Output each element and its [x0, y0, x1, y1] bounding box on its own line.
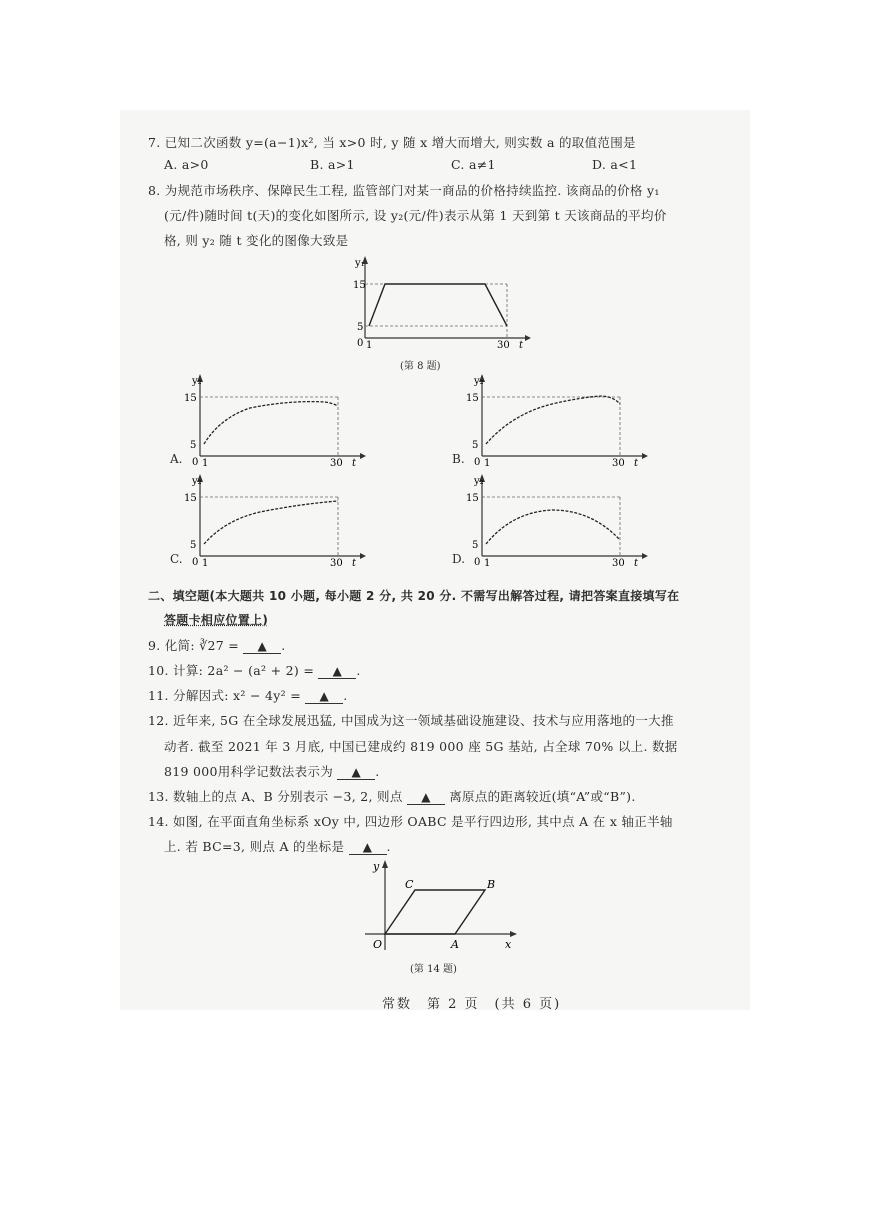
- page-footer: 常数 第 2 页 (共 6 页): [382, 997, 562, 1012]
- q14-line2-prefix: 上. 若 BC=3, 则点 A 的坐标是: [164, 839, 345, 854]
- q8-main-xtick-1: 1: [366, 340, 373, 350]
- option-x-label: t: [352, 458, 357, 468]
- option-xtick-1: 1: [484, 458, 491, 468]
- option-xtick-30: 30: [612, 558, 625, 568]
- q12-answer-blank[interactable]: [337, 764, 375, 780]
- blank-marker: ▲: [319, 689, 330, 703]
- option-origin: 0: [474, 457, 481, 468]
- blank-marker: ▲: [421, 790, 431, 804]
- option-ytick-5: 5: [190, 440, 197, 451]
- blank-marker: ▲: [351, 765, 362, 779]
- q8-stem-line1: 8. 为规范市场秩序、保障民生工程, 监管部门对某一商品的价格持续监控. 该商品的价格 y₁: [148, 183, 660, 198]
- q8-main-y-label: y₁: [355, 258, 365, 269]
- q14-line2-suffix: .: [386, 839, 391, 854]
- q9-prefix: 9. 化简: ∛27 =: [148, 638, 240, 653]
- option-y-label: y₂: [192, 376, 202, 387]
- q8-figure-caption: (第 8 题): [400, 361, 441, 372]
- option-xtick-30: 30: [330, 458, 343, 468]
- blank-marker: ▲: [362, 840, 373, 854]
- section2-title-line1: 二、填空题(本大题共 10 小题, 每小题 2 分, 共 20 分. 不需写出解答过程, 请把答案直接填写在: [148, 589, 680, 603]
- option-xtick-30: 30: [330, 558, 343, 568]
- q10-prefix: 10. 计算: 2a² − (a² + 2) =: [148, 663, 315, 678]
- q12-line3-prefix: 819 000用科学记数法表示为: [164, 764, 333, 779]
- q7-option-c: C. a≠1: [451, 157, 496, 172]
- blank-marker: ▲: [332, 664, 343, 678]
- q12-line1: 12. 近年来, 5G 在全球发展迅猛, 中国成为这一领域基础设施建设、技术与应用落地的一大推: [148, 713, 674, 728]
- q8-stem-line3: 格, 则 y₂ 随 t 变化的图像大致是: [164, 233, 349, 248]
- q10-suffix: .: [356, 663, 361, 678]
- blank-marker: ▲: [257, 639, 268, 653]
- q14-point-a-label: A: [451, 938, 459, 951]
- option-ytick-5: 5: [190, 540, 197, 551]
- q12-line3-suffix: .: [375, 764, 380, 779]
- q11-answer-blank[interactable]: [305, 688, 343, 704]
- q8-option-a-graph: [180, 368, 380, 468]
- option-y-label: y₂: [192, 476, 202, 487]
- q9: [148, 636, 286, 654]
- option-ytick-15: 15: [184, 393, 197, 404]
- q13-suffix: 离原点的距离较近(填“A”或“B”).: [449, 789, 636, 804]
- q14-point-o-label: O: [373, 938, 383, 951]
- q14-line1: 14. 如图, 在平面直角坐标系 xOy 中, 四边形 OABC 是平行四边形, 其中点 A 在 x 轴正半轴: [148, 814, 673, 829]
- q8-option-d-graph: [462, 468, 662, 568]
- q8-main-ytick-5: 5: [357, 322, 364, 333]
- option-origin: 0: [192, 457, 199, 468]
- q13: [148, 787, 636, 805]
- q8-main-origin: 0: [357, 338, 364, 349]
- q7-option-a: A. a>0: [164, 157, 209, 172]
- option-y-label: y₂: [474, 476, 484, 487]
- q8-main-ytick-15: 15: [353, 280, 366, 291]
- q7-option-b: B. a>1: [310, 157, 355, 172]
- q8-stem-line2: (元/件)随时间 t(天)的变化如图所示, 设 y₂(元/件)表示从第 1 天到第 t 天该商品的平均价: [164, 208, 667, 223]
- q13-answer-blank[interactable]: [407, 789, 445, 805]
- option-ytick-5: 5: [472, 540, 479, 551]
- q14-x-axis-label: x: [505, 938, 512, 951]
- q8-option-c-graph: [180, 468, 380, 568]
- q12-line3: [164, 762, 380, 780]
- q13-prefix: 13. 数轴上的点 A、B 分别表示 −3, 2, 则点: [148, 789, 403, 804]
- option-x-label: t: [634, 558, 639, 568]
- option-xtick-30: 30: [612, 458, 625, 468]
- q14-y-axis-label: y: [373, 860, 380, 873]
- q12-line2: 动者. 截至 2021 年 3 月底, 中国已建成约 819 000 座 5G 基站, 占全球 70% 以上. 数据: [164, 739, 678, 754]
- q8-main-xtick-30: 30: [497, 340, 510, 350]
- q14-point-b-label: B: [487, 878, 496, 891]
- q7-stem: 7. 已知二次函数 y=(a−1)x², 当 x>0 时, y 随 x 增大而增大, 则实数 a 的取值范围是: [148, 135, 636, 150]
- q10-answer-blank[interactable]: [318, 663, 356, 679]
- option-ytick-5: 5: [472, 440, 479, 451]
- option-ytick-15: 15: [466, 393, 479, 404]
- q14-point-c-label: C: [405, 878, 414, 891]
- q11-suffix: .: [343, 688, 348, 703]
- q8-main-x-label: t: [519, 340, 524, 350]
- q9-suffix: .: [281, 638, 286, 653]
- option-origin: 0: [192, 557, 199, 568]
- q8-option-c-label: C.: [170, 552, 183, 566]
- q8-option-a-label: A.: [170, 452, 183, 466]
- q8-option-b-label: B.: [452, 452, 465, 466]
- q11-prefix: 11. 分解因式: x² − 4y² =: [148, 688, 301, 703]
- q14-figure-caption: (第 14 题): [410, 964, 457, 975]
- q14-parallelogram-figure: [355, 852, 525, 952]
- option-xtick-1: 1: [202, 458, 209, 468]
- option-ytick-15: 15: [184, 493, 197, 504]
- q8-main-graph: [335, 250, 535, 350]
- q8-option-b-graph: [462, 368, 662, 468]
- option-xtick-1: 1: [202, 558, 209, 568]
- q7-option-d: D. a<1: [592, 157, 638, 172]
- option-origin: 0: [474, 557, 481, 568]
- q8-option-d-label: D.: [452, 552, 466, 566]
- q10: [148, 661, 361, 679]
- option-ytick-15: 15: [466, 493, 479, 504]
- section2-title-line2: 答题卡相应位置上): [164, 613, 269, 627]
- q9-answer-blank[interactable]: [243, 638, 281, 654]
- q11: [148, 686, 348, 704]
- option-x-label: t: [352, 558, 357, 568]
- option-y-label: y₂: [474, 376, 484, 387]
- option-xtick-1: 1: [484, 558, 491, 568]
- option-x-label: t: [634, 458, 639, 468]
